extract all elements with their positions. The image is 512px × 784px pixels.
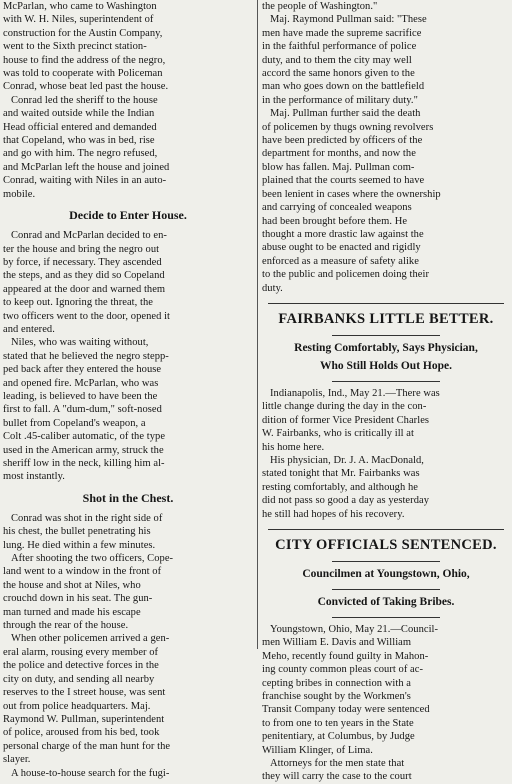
text-line: William Klinger, of Lima.: [262, 744, 373, 756]
text-line: and opened fire. McParlan, who was: [3, 377, 159, 389]
right-column: [262, 0, 510, 783]
deck-rule-3: [332, 617, 440, 618]
left-para-8: [3, 767, 253, 780]
text-line: Indianapolis, Ind., May 21.—There was: [270, 387, 440, 399]
text-line: most instantly.: [3, 471, 65, 483]
left-para-7: [3, 632, 253, 766]
text-line: duty, and to them the city may well: [262, 54, 412, 66]
left-para-2: [3, 94, 253, 201]
text-line: enforced as a measure of safety alike: [262, 255, 419, 267]
text-line: and entered.: [3, 323, 55, 335]
text-line: and McParlan left the house and joined: [3, 161, 170, 173]
text-line: Head official entered and demanded: [3, 121, 157, 133]
text-line: by force, if necessary. They ascended: [3, 256, 162, 268]
text-line: Colt .45-caliber automatic, of the type: [3, 431, 166, 443]
left-para-6: [3, 552, 253, 632]
text-line: ter the house and bring the negro out: [3, 243, 160, 255]
text-line: Conrad was shot in the right side of: [11, 512, 163, 524]
deck-city-officials-1: Councilmen at Youngstown, Ohio,: [302, 568, 470, 580]
text-line: men have made the supreme sacrifice: [262, 27, 422, 39]
text-line: to from one to ten years in the State: [262, 717, 414, 729]
text-line: used in the American army, struck the: [3, 444, 164, 456]
text-line: Maj. Pullman further said the death: [270, 108, 421, 120]
text-line: was told to cooperate with Policeman: [3, 68, 163, 80]
text-line: house to find the address of the negro,: [3, 54, 166, 66]
text-line: men William E. Davis and William: [262, 637, 412, 649]
headline-city-officials: CITY OFFICIALS SENTENCED.: [275, 537, 497, 553]
headline-rule: [332, 335, 440, 336]
text-line: his home here.: [262, 441, 325, 453]
text-line: land went to a window in the front of: [3, 566, 162, 578]
text-line: the people of Washington.": [262, 1, 378, 12]
text-line: McParlan, who came to Washington: [3, 1, 157, 12]
text-line: stated that he believed the negro stepp-: [3, 350, 169, 362]
text-line: thought a more drastic law against the: [262, 228, 424, 240]
text-line: in the performance of military duty.": [262, 94, 418, 106]
text-line: penitentiary, at Columbus, by Judge: [262, 731, 415, 743]
text-line: blow has fallen. Maj. Pullman com-: [262, 161, 415, 173]
text-line: of policemen by thugs owning revolvers: [262, 121, 434, 133]
text-line: he still had hopes of his recovery.: [262, 508, 405, 520]
text-line: sheriff low in the neck, killing him al-: [3, 458, 165, 469]
text-line: out from police headquarters. Maj.: [3, 700, 151, 712]
text-line: Youngstown, Ohio, May 21.—Council-: [270, 624, 439, 635]
subhead-shot-in-the-chest: Shot in the Chest.: [82, 490, 174, 505]
left-column: [3, 0, 253, 779]
text-line: Conrad, waiting with Niles in an auto-: [3, 175, 167, 187]
text-line: Attorneys for the men state that: [270, 758, 405, 770]
text-line: department for months, and now the: [262, 148, 416, 160]
text-line: that Copeland, who was in bed, rise: [3, 135, 155, 147]
text-line: two officers went to the door, opened it: [3, 310, 171, 322]
text-line: construction for the Austin Company,: [3, 27, 163, 39]
text-line: the police and detective forces in the: [3, 660, 159, 672]
text-line: abuse ought to be enacted and rigidly: [262, 242, 421, 254]
text-line: with W. H. Niles, superintendent of: [3, 14, 154, 26]
text-line: Transit Company today were sentenced: [262, 704, 430, 716]
headline-fairbanks: FAIRBANKS LITTLE BETTER.: [278, 310, 494, 327]
deck-fairbanks-2: Who Still Holds Out Hope.: [320, 359, 452, 372]
text-line: personal charge of the man hunt for the: [3, 740, 171, 752]
text-line: W. Fairbanks, who is critically ill at: [262, 428, 414, 440]
text-line: dition of former Vice President Charles: [262, 414, 430, 426]
text-line: Conrad led the sheriff to the house: [11, 94, 158, 106]
text-line: crouchd down in his seat. The gun-: [3, 593, 153, 605]
text-line: to the public and policemen doing their: [262, 269, 429, 281]
right-para-1: [262, 13, 510, 107]
text-line: eral alarm, rousing every member of: [3, 646, 159, 658]
text-line: Niles, who was waiting without,: [11, 337, 149, 349]
text-line: did not pass so good a day as yesterday: [262, 495, 430, 507]
article-divider: [268, 303, 504, 304]
text-line: ing county common pleas court of ac-: [262, 664, 424, 676]
text-line: in the faithful performance of police: [262, 41, 417, 53]
left-para-1: [3, 0, 253, 94]
text-line: had been brought before them. He: [262, 215, 408, 227]
text-line: Raymond W. Pullman, superintendent: [3, 713, 165, 725]
text-line: plained that the courts seemed to have: [262, 175, 425, 187]
text-line: bullet from Copeland's weapon, a: [3, 417, 146, 429]
text-line: accord the same honors given to the: [262, 68, 415, 80]
right-para-2: [262, 107, 510, 295]
text-line: slayer.: [3, 754, 31, 766]
text-line: lung. He died within a few minutes.: [3, 539, 156, 551]
text-line: they will carry the case to the court: [262, 771, 412, 783]
text-line: ped back after they entered the house: [3, 364, 162, 376]
text-line: man who goes down on the battlefield: [262, 81, 425, 93]
text-line: man turned and made his escape: [3, 606, 141, 618]
text-line: Conrad and McParlan decided to en-: [11, 230, 167, 242]
subhead-decide-to-enter-house: Decide to Enter House.: [69, 208, 187, 223]
right-top-lines: [262, 0, 510, 13]
headline-rule-2: [332, 561, 440, 562]
text-line: the house and shot at Niles, who: [3, 579, 141, 591]
left-para-3: [3, 229, 253, 336]
text-line: After shooting the two officers, Cope-: [11, 553, 174, 565]
text-line: leading, is believed to have been the: [3, 390, 158, 402]
text-line: mobile.: [3, 188, 36, 200]
text-line: to keep out. Ignoring the threat, the: [3, 297, 153, 309]
deck-rule: [332, 381, 440, 382]
text-line: have been predicted by officers of the: [262, 135, 423, 147]
text-line: city on duty, and sending all nearby: [3, 673, 155, 685]
text-line: franchise sought by the Workmen's: [262, 691, 411, 703]
text-line: cepting bribes in connection with a: [262, 677, 412, 689]
deck-fairbanks-1: Resting Comfortably, Says Physician,: [294, 341, 478, 354]
text-line: through the rear of the house.: [3, 620, 129, 632]
text-line: his chest, the bullet penetrating his: [3, 526, 151, 538]
text-line: Meho, recently found guilty in Mahon-: [262, 650, 429, 662]
deck-rule-2: [332, 589, 440, 590]
text-line: and go with him. The negro refused,: [3, 148, 158, 160]
fairbanks-para-1: [262, 387, 510, 454]
text-line: reserves to the I street house, was sent: [3, 687, 166, 699]
text-line: Conrad, whose beat led past the house.: [3, 81, 169, 93]
text-line: the steps, and as they did so Copeland: [3, 270, 165, 282]
text-line: When other policemen arrived a gen-: [11, 633, 170, 645]
column-rule: [257, 0, 258, 649]
text-line: little change during the day in the con-: [262, 401, 427, 413]
fairbanks-para-2: [262, 454, 510, 521]
youngstown-para-1: [262, 623, 510, 757]
text-line: stated tonight that Mr. Fairbanks was: [262, 468, 420, 480]
text-line: A house-to-house search for the fugi-: [11, 767, 170, 779]
youngstown-para-2: [262, 757, 510, 784]
text-line: first to fall. A "dum-dum," soft-nosed: [3, 404, 162, 416]
text-line: been lenient in cases where the ownership: [262, 188, 441, 200]
text-line: Maj. Raymond Pullman said: "These: [270, 14, 427, 26]
left-para-4: [3, 336, 253, 483]
text-line: His physician, Dr. J. A. MacDonald,: [270, 454, 424, 466]
text-line: went to the Sixth precinct station-: [3, 41, 147, 53]
deck-city-officials-2: Convicted of Taking Bribes.: [317, 596, 455, 608]
text-line: resting comfortably, and although he: [262, 481, 418, 493]
article-divider-2: [268, 529, 504, 530]
text-line: appeared at the door and warned them: [3, 283, 166, 295]
text-line: of police, aroused from his bed, took: [3, 727, 160, 739]
left-para-5: [3, 512, 253, 552]
text-line: duty.: [262, 282, 283, 294]
text-line: and carrying of concealed weapons: [262, 202, 412, 214]
text-line: and waited outside while the Indian: [3, 108, 155, 120]
